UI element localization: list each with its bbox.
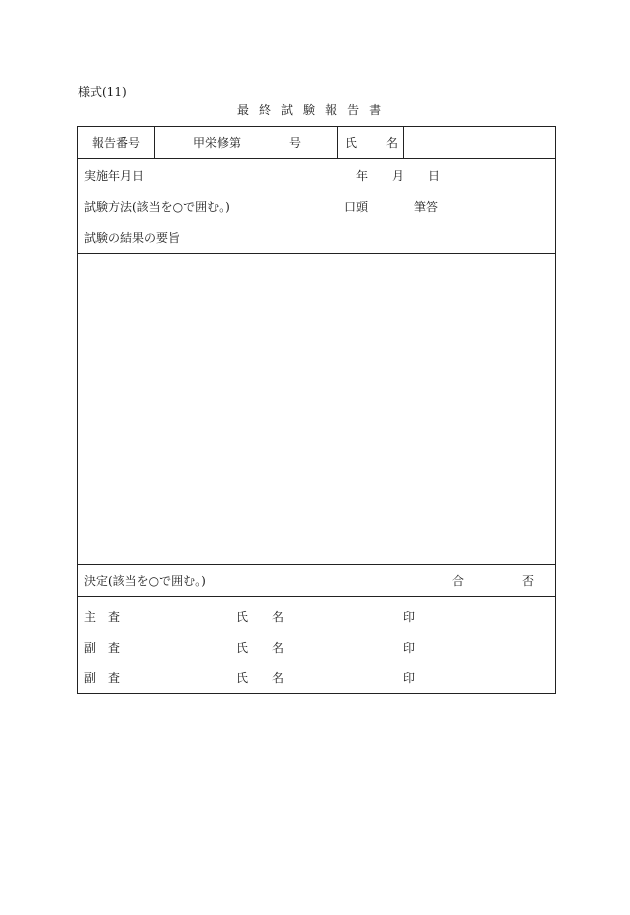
title-char: 終 [259,103,272,117]
examiner-role-part1: 主 [84,610,97,624]
report-number-suffix: 号 [289,136,302,150]
column-divider [403,127,404,158]
examiner-name-part1: 氏 [236,671,249,685]
title-char: 最 [237,103,250,117]
decision-pass-option[interactable]: 合 [452,574,465,588]
method-label: 試験方法(該当を○で囲む。) [84,200,230,214]
row-divider [78,158,555,159]
decision-label: 決定(該当を○で囲む。) [84,574,206,588]
method-oral-option[interactable]: 口頭 [344,200,369,214]
month-label: 月 [392,169,405,183]
name-label-part2: 名 [386,136,399,150]
name-label-part1: 氏 [345,136,358,150]
row-divider [78,596,555,597]
examiner-role-part2: 査 [108,671,121,685]
summary-area[interactable] [80,256,553,561]
row-divider [78,253,555,254]
title-char: 試 [281,103,294,117]
column-divider [337,127,338,158]
row-divider [78,564,555,565]
title-char: 告 [347,103,360,117]
title-char: 報 [325,103,338,117]
document-title [237,104,391,116]
decision-fail-option[interactable]: 否 [522,574,535,588]
student-name-field[interactable] [408,131,548,153]
examiner-role-part1: 副 [84,641,97,655]
examiner-role-part2: 査 [108,610,121,624]
method-written-option[interactable]: 筆答 [414,200,439,214]
examiner-role-part1: 副 [84,671,97,685]
examiner-name-part2: 名 [272,610,285,624]
examiner-name-part1: 氏 [236,610,249,624]
form-number: 様式(11) [78,85,127,99]
seal-label: 印 [403,671,416,685]
title-char: 験 [303,103,316,117]
examiner-name-part2: 名 [272,641,285,655]
examiner-name-part2: 名 [272,671,285,685]
day-label: 日 [428,169,441,183]
examiner-role-part2: 査 [108,641,121,655]
examiner-name-part1: 氏 [236,641,249,655]
seal-label: 印 [403,610,416,624]
report-number-prefix: 甲栄修第 [193,136,242,150]
report-number-label: 報告番号 [92,136,141,150]
seal-label: 印 [403,641,416,655]
report-form [77,126,556,694]
year-label: 年 [356,169,369,183]
column-divider [154,127,155,158]
summary-label: 試験の結果の要旨 [84,231,181,245]
title-char: 書 [369,103,382,117]
date-label: 実施年月日 [84,169,145,183]
